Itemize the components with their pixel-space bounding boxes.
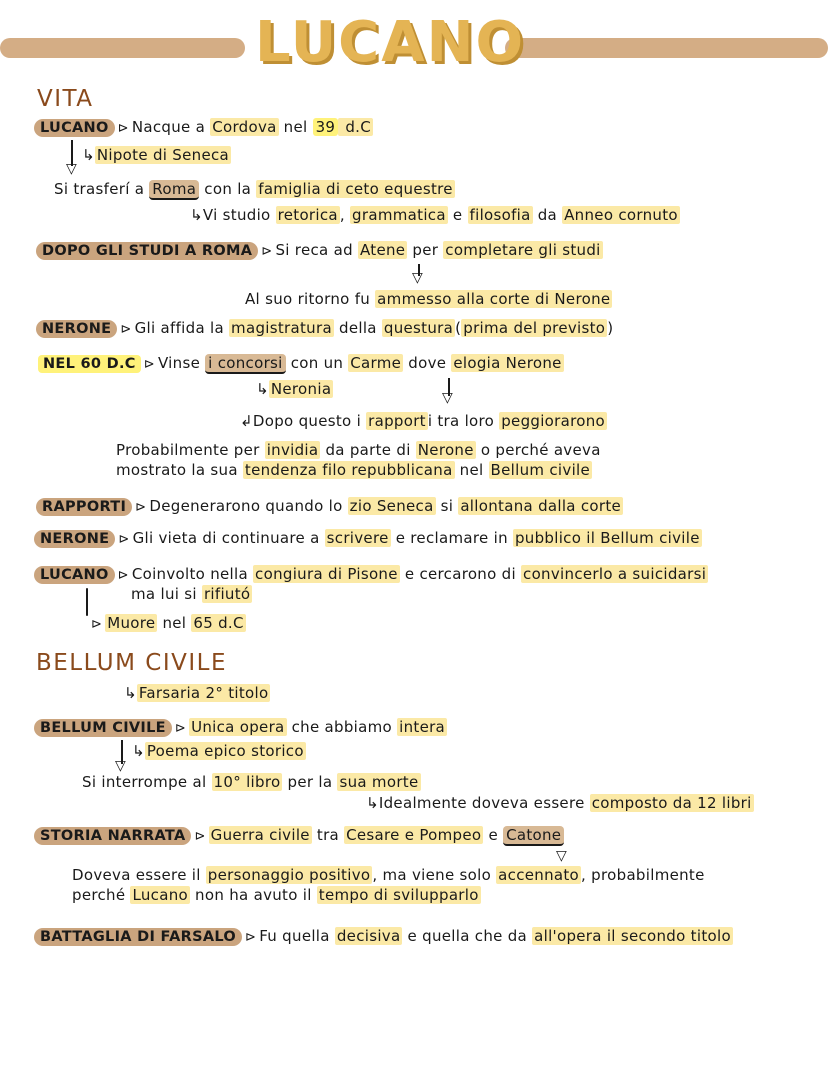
right-arrow-icon: ⊳ — [91, 617, 103, 632]
line-storia-narrata: STORIA NARRATA ⊳ Guerra civile tra Cesare e Pompeo e Catone — [34, 826, 564, 845]
connector-line — [86, 588, 88, 616]
hook-arrow-icon: ↳ — [190, 206, 203, 224]
line-mostrato: mostrato la sua tendenza filo repubblicana nel Bellum civile — [116, 461, 591, 479]
down-arrow-icon: ▽ — [442, 390, 453, 406]
line-neronia: ↳ Neronia — [256, 380, 332, 398]
pill-lucano: LUCANO — [34, 119, 115, 137]
pill-dopo-studi: DOPO GLI STUDI A ROMA — [36, 242, 258, 260]
hook-arrow-icon: ↳ — [124, 684, 137, 702]
down-arrow-icon: ▽ — [412, 270, 423, 286]
right-arrow-icon: ⊳ — [120, 322, 132, 337]
line-poema: ↳ Poema epico storico — [132, 742, 304, 760]
line-battaglia: BATTAGLIA DI FARSALO ⊳ Fu quella decisiva e quella che da all'opera il secondo titolo — [34, 927, 733, 946]
line-doveva: Doveva essere il personaggio positivo , ma viene solo accennato , probabilmente — [72, 866, 705, 884]
line-probabilmente: Probabilmente per invidia da parte di Nerone o perché aveva — [116, 441, 601, 459]
line-perche: perché Lucano non ha avuto il tempo di svilupparlo — [72, 886, 479, 904]
hook-arrow-icon: ↳ — [82, 146, 95, 164]
title-bar-right — [505, 38, 828, 58]
hook-arrow-icon: ↳ — [256, 380, 269, 398]
line-rifiuto: ma lui si rifiutó — [131, 585, 251, 603]
pill-lucano-2: LUCANO — [34, 566, 115, 584]
line-trasferi: Si trasferí a Roma con la famiglia di ceto equestre — [54, 180, 453, 198]
line-nel-60: NEL 60 D.C ⊳ Vinse i concorsi con un Carme dove elogia Nerone — [38, 354, 564, 373]
down-arrow-icon: ▽ — [556, 848, 567, 864]
line-nipote: ↳ Nipote di Seneca — [82, 146, 230, 164]
line-interrompe: Si interrompe al 10° libro per la sua morte — [82, 773, 419, 791]
right-arrow-icon: ⊳ — [135, 500, 147, 515]
line-muore: ⊳ Muore nel 65 d.C — [91, 614, 244, 632]
pill-nel-60: NEL 60 D.C — [38, 355, 141, 373]
right-arrow-icon: ⊳ — [174, 721, 187, 736]
hook-arrow-icon: ↳ — [366, 794, 379, 812]
line-farsaria: ↳ Farsaria 2° titolo — [124, 684, 269, 702]
pill-nerone: NERONE — [36, 320, 117, 338]
pill-storia-narrata: STORIA NARRATA — [34, 827, 191, 845]
title-bar-left — [0, 38, 245, 58]
hook-arrow-icon: ↲ — [240, 412, 253, 430]
down-arrow-icon: ▽ — [66, 161, 77, 177]
section-title-vita: VITA — [37, 86, 94, 112]
right-arrow-icon: ⊳ — [143, 357, 155, 372]
hook-arrow-icon: ↳ — [132, 742, 145, 760]
line-dopo-studi: DOPO GLI STUDI A ROMA ⊳ Si reca ad Atene per completare gli studi — [36, 241, 603, 260]
line-lucano-coinvolto: LUCANO ⊳ Coinvolto nella congiura di Pisone e cercarono di convincerlo a suicidarsi — [34, 565, 708, 584]
down-arrow-icon: ▽ — [115, 758, 126, 774]
line-nerone-vieta: NERONE ⊳ Gli vieta di continuare a scrivere e reclamare in pubblico il Bellum civile — [34, 529, 702, 548]
line-nerone-affida: NERONE ⊳ Gli affida la magistratura della questura ( prima del previsto ) — [36, 319, 613, 338]
right-arrow-icon: ⊳ — [118, 532, 130, 547]
right-arrow-icon: ⊳ — [117, 568, 129, 583]
pill-rapporti: RAPPORTI — [36, 498, 132, 516]
pill-nerone-2: NERONE — [34, 530, 115, 548]
line-rapporti: RAPPORTI ⊳ Degenerarono quando lo zio Seneca si allontana dalla corte — [36, 497, 623, 516]
pill-bellum-civile: BELLUM CIVILE — [34, 719, 172, 737]
line-dopo-questo: ↲Dopo questo i rapport i tra loro peggiorarono — [240, 412, 606, 430]
pill-battaglia: BATTAGLIA DI FARSALO — [34, 928, 242, 946]
right-arrow-icon: ⊳ — [261, 244, 273, 259]
page-title: LUCANO — [255, 10, 526, 75]
line-ritorno: Al suo ritorno fu ammesso alla corte di Nerone — [245, 290, 611, 308]
line-idealmente: ↳Idealmente doveva essere composto da 12 libri — [366, 794, 752, 812]
line-lucano-nacque: LUCANO ⊳ Nacque a Cordova nel 39 d.C — [34, 118, 373, 137]
section-title-bellum: BELLUM CIVILE — [36, 650, 227, 676]
line-bellum-civile: BELLUM CIVILE ⊳ Unica opera che abbiamo intera — [34, 718, 447, 737]
right-arrow-icon: ⊳ — [194, 829, 206, 844]
right-arrow-icon: ⊳ — [117, 121, 129, 136]
line-studio: ↳Vi studio retorica , grammatica e filosofia da Anneo cornuto — [190, 206, 678, 224]
right-arrow-icon: ⊳ — [245, 930, 257, 945]
